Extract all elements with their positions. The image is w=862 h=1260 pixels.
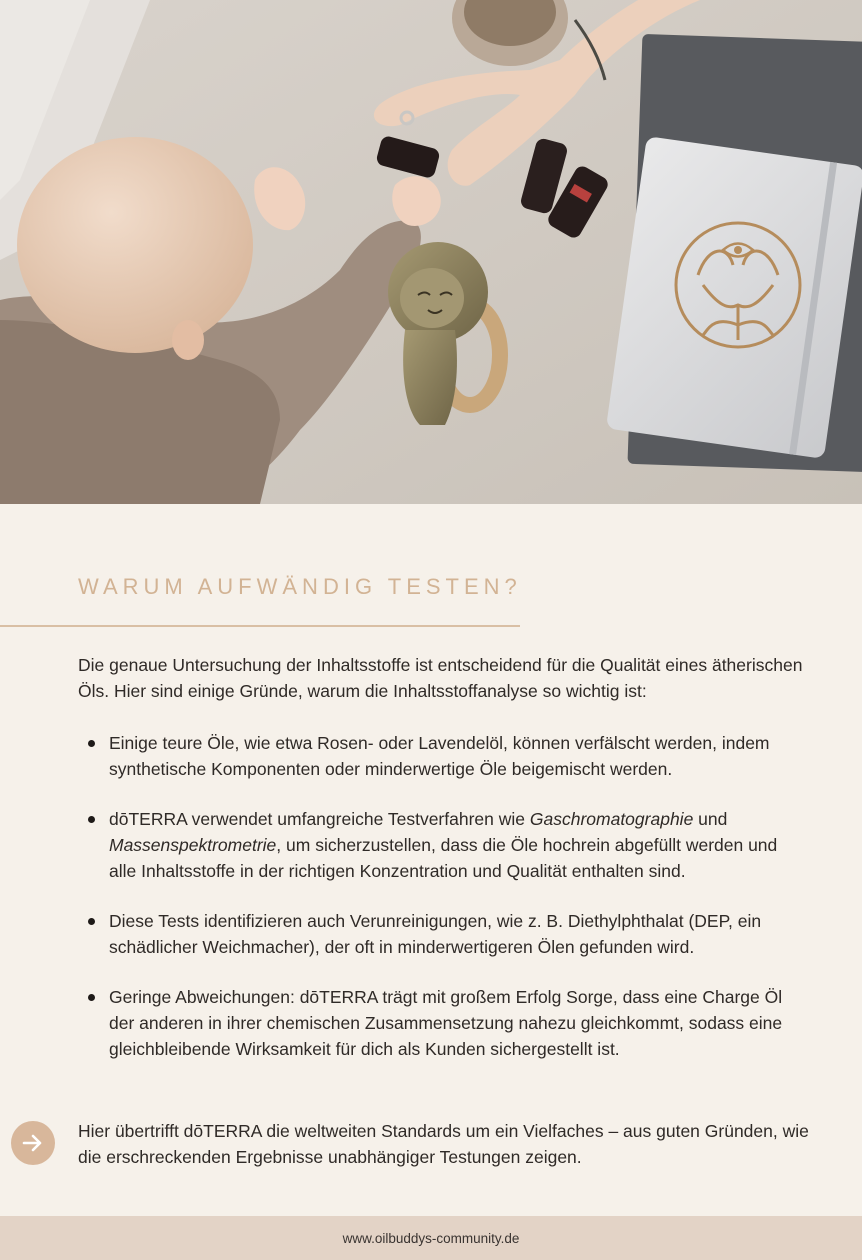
list-item xyxy=(78,730,808,782)
closing-paragraph: Hier übertrifft dōTERRA die weltweiten Standards um ein Vielfaches – aus guten Gründen, wie die erschreckenden Ergebnisse unabhängiger Testungen zeigen. xyxy=(78,1121,809,1167)
italic-term-gaschromatographie: Gaschromatographie xyxy=(529,809,694,829)
footer-url: www.oilbuddys-community.de xyxy=(342,1230,520,1246)
reasons-list xyxy=(78,730,808,1062)
italic-term-massenspektrometrie: Massenspektrometrie xyxy=(109,835,277,855)
list-item xyxy=(78,984,808,1062)
list-item-text: Einige teure Öle, wie etwa Rosen- oder Lavendelöl, können verfälscht werden, indem synthetische Komponenten oder minderwertige Öle beigemischt werden. xyxy=(109,733,770,779)
heading-divider xyxy=(0,625,520,627)
bullet-dot xyxy=(88,816,95,823)
section-heading: WARUM AUFWÄNDIG TESTEN? xyxy=(78,574,522,599)
arrow-right-icon xyxy=(11,1121,55,1165)
list-item-text xyxy=(109,809,777,881)
list-item xyxy=(78,908,808,960)
hero-photo xyxy=(0,0,862,504)
intro-paragraph: Die genaue Untersuchung der Inhaltsstoffe ist entscheidend für die Qualität eines ätherischen Öls. Hier sind einige Gründe, warum die Inhaltsstoffanalyse so wichtig ist: xyxy=(78,655,803,701)
text-segment: dōTERRA verwendet umfangreiche Testverfahren wie xyxy=(109,809,530,829)
notebook xyxy=(606,136,862,459)
text-segment: , um sicherzustellen, dass die Öle hochrein abgefüllt werden und alle Inhaltsstoffe in der richtigen Konzentration und Qualität enthalten sind. xyxy=(109,835,778,881)
list-item-text: Geringe Abweichungen: dōTERRA trägt mit großem Erfolg Sorge, dass eine Charge Öl der anderen in ihrer chemischen Zusammensetzung nahezu gleichkommt, sodass eine gleichbleibende Wirksamkeit für dich als Kunden sichergestellt ist. xyxy=(109,987,783,1059)
text-segment: und xyxy=(693,809,728,829)
footer-bar xyxy=(0,1216,862,1260)
list-item-text: Diese Tests identifizieren auch Verunreinigungen, wie z. B. Diethylphthalat (DEP, ein schädlicher Weichmacher), der oft in minderwertigeren Ölen gefunden wird. xyxy=(109,911,762,957)
baby-head xyxy=(17,137,253,353)
list-item xyxy=(78,806,808,884)
bullet-dot xyxy=(88,994,95,1001)
bullet-dot xyxy=(88,918,95,925)
bullet-dot xyxy=(88,740,95,747)
